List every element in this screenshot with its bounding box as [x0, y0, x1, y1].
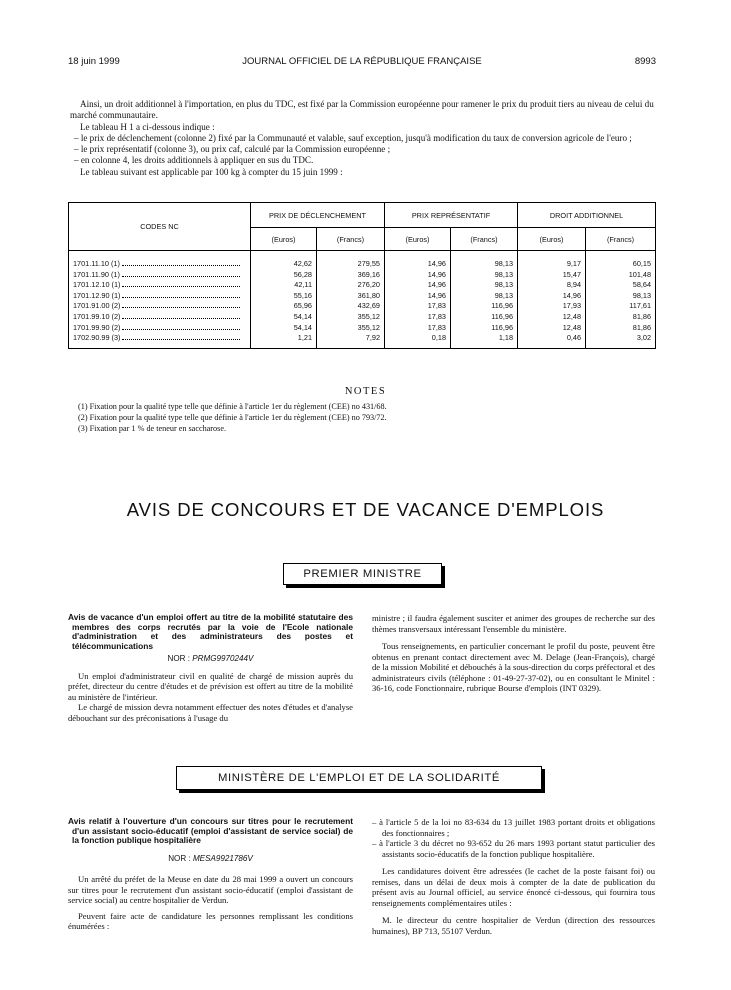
value-cell: 98,13	[451, 259, 518, 270]
value-cell: 12,48	[518, 323, 586, 334]
value-cell: 1,18	[451, 333, 518, 348]
value-cell: 12,48	[518, 312, 586, 323]
table-row	[69, 291, 656, 302]
value-cell: 98,13	[451, 280, 518, 291]
section2-right-column	[372, 817, 655, 936]
unit-header: (Francs)	[586, 228, 656, 251]
notice-paragraph: Les candidatures doivent être adressées (le cachet de la poste faisant foi) ou remises, dans un délai de deux mois à compter de la date de publication du présent avis au Journal officiel, au service énoncé ci-dessous, qui fournira tous renseignements complémentaires utiles :	[372, 866, 655, 908]
nc-code-cell	[69, 312, 251, 323]
notice-title: Avis relatif à l'ouverture d'un concours sur titres pour le recrutement d'un assistant socio-éducatif (emploi d'assistant de service social) de la fonction publique hospitalière	[68, 816, 353, 846]
value-cell: 54,14	[251, 312, 317, 323]
notice-paragraph: Le chargé de mission devra notamment effectuer des notes d'études et d'analyse débouchant sur des préconisations à l'usage du	[68, 702, 353, 723]
condition-item: – à l'article 5 de la loi no 83-634 du 13 juillet 1983 portant droits et obligations des fonctionnaires ;	[372, 817, 655, 838]
table-row	[69, 323, 656, 334]
group-header: DROIT ADDITIONNEL	[518, 203, 656, 228]
value-cell: 54,14	[251, 323, 317, 334]
nor-reference	[68, 654, 353, 665]
value-cell: 14,96	[518, 291, 586, 302]
codes-header: CODES NC	[69, 203, 251, 251]
value-cell: 17,83	[385, 301, 451, 312]
value-cell: 58,64	[586, 280, 656, 291]
page-header	[68, 56, 656, 70]
note-item: (2) Fixation pour la qualité type telle que définie à l'article 1er du règlement (CEE) no 793/72.	[78, 413, 387, 423]
section1-left-column	[68, 613, 353, 723]
value-cell: 355,12	[317, 323, 385, 334]
section1-right-column	[372, 613, 655, 694]
notice-paragraph: Un arrêté du préfet de la Meuse en date du 28 mai 1999 a ouvert un concours sur titres pour le recrutement d'un assistant socio-éducatif (emploi d'assistant de service social) au centre hospitalier de Verdun.	[68, 874, 353, 906]
value-cell: 369,16	[317, 270, 385, 281]
leader-dots	[122, 259, 240, 266]
nor-code: PRMG9970244V	[192, 654, 254, 664]
value-cell: 279,55	[317, 259, 385, 270]
header-journal-title: JOURNAL OFFICIEL DE LA RÉPUBLIQUE FRANÇAISE	[242, 56, 482, 67]
intro-list-item: – le prix de déclenchement (colonne 2) fixé par la Communauté et valable, sauf exception, jusqu'à modification du taux de conversion agricole de l'euro ;	[74, 132, 632, 143]
value-cell: 98,13	[451, 291, 518, 302]
nor-label: NOR :	[167, 654, 191, 664]
notes-title: NOTES	[344, 386, 387, 397]
leader-dots	[122, 280, 240, 287]
nc-code-cell	[69, 270, 251, 281]
value-cell: 9,17	[518, 259, 586, 270]
value-cell: 14,96	[385, 291, 451, 302]
notice-paragraph: Tous renseignements, en particulier concernant le profil du poste, peuvent être obtenus en prenant contact directement avec M. Delage (Jean-François), chargé de la mission Mobilité et débouchés à la sous-direction du corps préfectoral et des administrateurs civils (téléphone : 01-49-27-37-02), ou en consultant le Minitel : 36-16, code Fonctionnaire, rubrique Bourse d'emplois (INT 0329).	[372, 641, 655, 693]
nc-code-cell	[69, 280, 251, 291]
intro-text	[70, 99, 655, 178]
value-cell: 101,48	[586, 270, 656, 281]
table-row	[69, 270, 656, 281]
nc-code: 1701.91.00 (2)	[73, 301, 121, 311]
value-cell: 8,94	[518, 280, 586, 291]
table-row	[69, 259, 656, 270]
value-cell: 117,61	[586, 301, 656, 312]
leader-dots	[122, 270, 240, 277]
intro-applicability: Le tableau suivant est applicable par 100 kg à compter du 15 juin 1999 :	[80, 166, 343, 177]
nor-label: NOR :	[168, 853, 191, 863]
main-section-title: AVIS DE CONCOURS ET DE VACANCE D'EMPLOIS	[126, 499, 605, 520]
value-cell: 81,86	[586, 323, 656, 334]
value-cell: 17,83	[385, 312, 451, 323]
value-cell: 17,83	[385, 323, 451, 334]
value-cell: 1,21	[251, 333, 317, 348]
leader-dots	[122, 323, 240, 330]
value-cell: 17,93	[518, 301, 586, 312]
notice-title: Avis de vacance d'un emploi offert au titre de la mobilité statutaire des membres des corps recrutés par la voie de l'Ecole nationale d'administration et des administrateurs des postes et télécommunications	[68, 612, 353, 651]
ministry-box-premier-ministre: PREMIER MINISTRE	[283, 563, 442, 585]
value-cell: 276,20	[317, 280, 385, 291]
value-cell: 355,12	[317, 312, 385, 323]
note-item: (3) Fixation par 1 % de teneur en saccharose.	[78, 424, 226, 434]
value-cell: 60,15	[586, 259, 656, 270]
value-cell: 42,11	[251, 280, 317, 291]
nc-code: 1701.99.90 (2)	[73, 322, 121, 332]
leader-dots	[122, 301, 240, 308]
nc-code: 1702.90.99 (3)	[73, 333, 121, 343]
value-cell: 0,46	[518, 333, 586, 348]
value-cell: 98,13	[586, 291, 656, 302]
nc-code-cell	[69, 291, 251, 302]
value-cell: 81,86	[586, 312, 656, 323]
nc-code: 1701.99.10 (2)	[73, 311, 121, 321]
notes-list	[78, 401, 638, 435]
value-cell: 15,47	[518, 270, 586, 281]
leader-dots	[122, 291, 240, 298]
value-cell: 3,02	[586, 333, 656, 348]
nc-code: 1701.12.10 (1)	[73, 280, 121, 290]
nc-code-cell	[69, 259, 251, 270]
unit-header: (Euros)	[251, 228, 317, 251]
table-body	[69, 251, 656, 349]
value-cell: 116,96	[451, 301, 518, 312]
nc-code-cell	[69, 323, 251, 334]
intro-list-item: – le prix représentatif (colonne 3), ou prix caf, calculé par la Commission européenne ;	[74, 144, 391, 155]
notice-paragraph: Un emploi d'administrateur civil en qualité de chargé de mission auprès du préfet, directeur du centre d'études et de prévision est offert au titre de la mobilité au ministère de l'intérieur.	[68, 670, 353, 702]
unit-header: (Francs)	[451, 228, 518, 251]
value-cell: 56,28	[251, 270, 317, 281]
unit-header: (Euros)	[518, 228, 586, 251]
value-cell: 116,96	[451, 323, 518, 334]
section2-left-column	[68, 817, 353, 932]
value-cell: 361,80	[317, 291, 385, 302]
nc-code-cell	[69, 333, 251, 348]
value-cell: 98,13	[451, 270, 518, 281]
header-date: 18 juin 1999	[68, 56, 120, 67]
value-cell: 65,96	[251, 301, 317, 312]
nc-code: 1701.11.90 (1)	[73, 269, 120, 279]
header-page-number: 8993	[634, 56, 656, 67]
nc-code: 1701.12.90 (1)	[73, 290, 121, 300]
nor-code: MESA9921786V	[192, 853, 253, 863]
note-item: (1) Fixation pour la qualité type telle que définie à l'article 1er du règlement (CEE) no 431/68.	[78, 402, 387, 411]
nc-code: 1701.11.10 (1)	[73, 259, 120, 268]
nc-code-cell	[69, 301, 251, 312]
unit-header: (Francs)	[317, 228, 385, 251]
value-cell: 14,96	[385, 270, 451, 281]
leader-dots	[122, 333, 240, 340]
value-cell: 116,96	[451, 312, 518, 323]
value-cell: 0,18	[385, 333, 451, 348]
intro-list-item: – en colonne 4, les droits additionnels à appliquer en sus du TDC.	[74, 155, 314, 166]
price-table	[68, 202, 656, 349]
intro-table-intro: Le tableau H 1 a ci-dessous indique :	[80, 121, 215, 132]
condition-item: – à l'article 3 du décret no 93-652 du 26 mars 1993 portant statut particulier des assistants socio-éducatifs de la fonction publique hospitalière.	[372, 838, 655, 859]
intro-paragraph: Ainsi, un droit additionnel à l'importation, en plus du TDC, est fixé par la Commission européenne pour ramener le prix du produit tiers au niveau de celui du marché communautaire.	[70, 99, 654, 121]
table-row	[69, 333, 656, 348]
value-cell: 14,96	[385, 280, 451, 291]
value-cell: 42,62	[251, 259, 317, 270]
table-row	[69, 312, 656, 323]
table-row	[69, 301, 656, 312]
value-cell: 14,96	[385, 259, 451, 270]
value-cell: 432,69	[317, 301, 385, 312]
notice-paragraph: Peuvent faire acte de candidature les personnes remplissant les conditions énumérées :	[68, 910, 353, 932]
table-row	[69, 280, 656, 291]
notice-paragraph: M. le directeur du centre hospitalier de Verdun (direction des ressources humaines), BP 713, 55107 Verdun.	[372, 915, 655, 936]
notice-paragraph: ministre ; il faudra également susciter et animer des groupes de recherche sur des thèmes transversaux intéressant l'ensemble du ministère.	[372, 613, 655, 634]
unit-header: (Euros)	[385, 228, 451, 251]
ministry-box-emploi-solidarite: MINISTÈRE DE L'EMPLOI ET DE LA SOLIDARITÉ	[176, 766, 542, 790]
group-header: PRIX REPRÉSENTATIF	[385, 203, 518, 228]
group-header: PRIX DE DÉCLENCHEMENT	[251, 203, 385, 228]
leader-dots	[122, 312, 240, 319]
value-cell: 55,16	[251, 291, 317, 302]
nor-reference	[68, 854, 353, 865]
value-cell: 7,92	[317, 333, 385, 348]
